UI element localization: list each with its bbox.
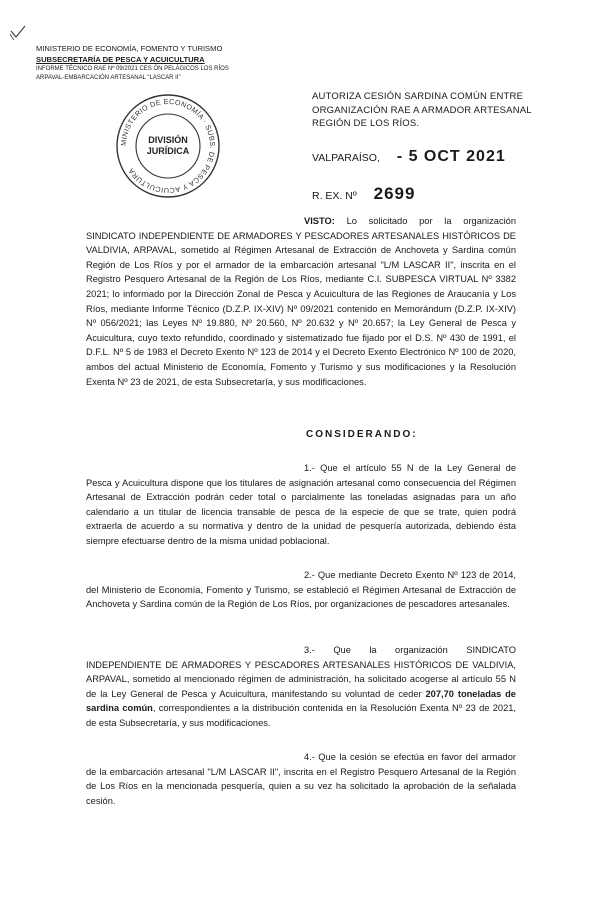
- letterhead: [36, 44, 276, 83]
- rex-label: R. EX. Nº: [312, 190, 357, 202]
- considerando-2-text: 2.- Que mediante Decreto Exento Nº 123 de 2014, del Ministerio de Economía, Fomento y Turismo, se estableció el Régimen Artesanal de Extracción de Anchoveta y Sardina común de la Región de Los Ríos, por organizaciones de pescadores artesanales.: [86, 570, 516, 610]
- considerando-title: CONSIDERANDO:: [306, 429, 418, 440]
- resolution-summary: AUTORIZA CESIÓN SARDINA COMÚN ENTRE ORGANIZACIÓN RAE A ARMADOR ARTESANAL REGIÓN DE LOS RÍOS.: [312, 91, 532, 129]
- considerando-3: [86, 643, 516, 731]
- visto-paragraph: [86, 214, 516, 389]
- considerando-1: [86, 461, 516, 549]
- ministry-name: MINISTERIO DE ECONOMÍA, FOMENTO Y TURISMO: [36, 44, 223, 53]
- arpaval-ref: ARPAVAL-EMBARCACIÓN ARTESANAL "LASCAR II": [36, 75, 181, 82]
- visto-text: Lo solicitado por la organización SINDICATO INDEPENDIENTE DE ARMADORES Y PESCADORES ARTESANALES HISTÓRICOS DE VALDIVIA, ARPAVAL, sometido al Régimen Artesanal de Extracción de Anchoveta y Sardina común Región de Los Ríos y por el armador de la embarcación artesanal "L/M LASCAR II", inscrita en el Registro Pesquero Artesanal de la Región de Los Ríos, mediante C.I. SUBPESCA VIRTUAL Nº 3382 2021; lo informado por la Dirección Zonal de Pesca y Acuicultura de las Regiones de Araucanía y Los Ríos, mediante Informe Técnico (D.Z.P. IX-XIV) Nº 09/2021 contenido en Memorándum (D.Z.P. IX-XIV) Nº 056/2021; las Leyes Nº 19.880, Nº 20.560, Nº 20.632 y Nº 20.657; la Ley General de Pesca y Acuicultura, cuyo texto refundido, coordinado y sistematizado fue fijado por el D.S. Nº 430 de 1991, el D.F.L. Nº 5 de 1983 el Decreto Exento Nº 123 de 2014 y el Decreto Exento Electrónico Nº 100 de 2020, ambos del actual Ministerio de Economía, Fomento y Turismo y sus modificaciones y la Resolución Exenta Nº 23 de 2021, de esta Subsecretaría, y sus modificaciones.: [86, 216, 516, 387]
- date-stamp: - 5 OCT 2021: [396, 148, 506, 165]
- stamp-ring-text: MINISTERIO DE ECONOMÍA · SUBS. DE PESCA Y ACUICULTURA: [118, 96, 218, 196]
- rex-number: 2699: [373, 184, 416, 203]
- place-name: VALPARAÍSO,: [312, 152, 380, 164]
- considerando-3-text-a: 3.- Que la organización SINDICATO INDEPENDIENTE DE ARMADORES Y PESCADORES ARTESANALES HISTÓRICOS DE VALDIVIA, ARPAVAL, sometido al mencionado régimen de administración, ha solicitado acogerse al artículo 55 N de la Ley General de Pesca y Acuicultura, manifestando su voluntad de ceder: [86, 645, 516, 699]
- considerando-3-tonnage: 207,70 toneladas de sardina común: [86, 688, 516, 714]
- resolution-number-line: [312, 184, 415, 204]
- visto-label: VISTO:: [304, 216, 335, 226]
- considerando-2: [86, 568, 516, 612]
- informe-ref: INFORME TÉCNICO RAE Nº 09/2021 CES ÓN PELÁGICOS LOS RÍOS: [36, 66, 229, 73]
- place-date-line: [312, 148, 506, 166]
- considerando-1-text: 1.- Que el artículo 55 N de la Ley General de Pesca y Acuicultura dispone que los titulares de asignación artesanal como consecuencia del Régimen Artesanal de Extracción podrán ceder total o parcialmente las toneladas asignadas para un año calendario a un titular de licencia transable de pesca de la especie de que se trate, quien podrá extraerla de acuerdo a su normativa y dentro de la unidad de pesquería autorizada, debiendo ésta siempre efectuarse dentro de la misma unidad poblacional.: [86, 463, 516, 546]
- stamp-center-line2: JURÍDICA: [146, 146, 190, 156]
- division-juridica-stamp: [114, 92, 222, 200]
- subsecretaria-name: SUBSECRETARÍA DE PESCA Y ACUICULTURA: [36, 54, 205, 64]
- stamp-center-line1: DIVISIÓN: [148, 135, 188, 145]
- corner-check-mark: [8, 22, 28, 42]
- considerando-4: [86, 750, 516, 808]
- considerando-3-text-c: , correspondientes a la distribución contenida en la Resolución Exenta Nº 23 de 2021, de esta Subsecretaría, y sus modificaciones.: [86, 703, 516, 728]
- considerando-4-text: 4.- Que la cesión se efectúa en favor del armador de la embarcación artesanal "L/M LASCAR II", inscrita en el Registro Pesquero Artesanal de la Región de Los Ríos en la mencionada pesquería, quien a su vez ha solicitado la aprobación de la señalada cesión.: [86, 752, 516, 806]
